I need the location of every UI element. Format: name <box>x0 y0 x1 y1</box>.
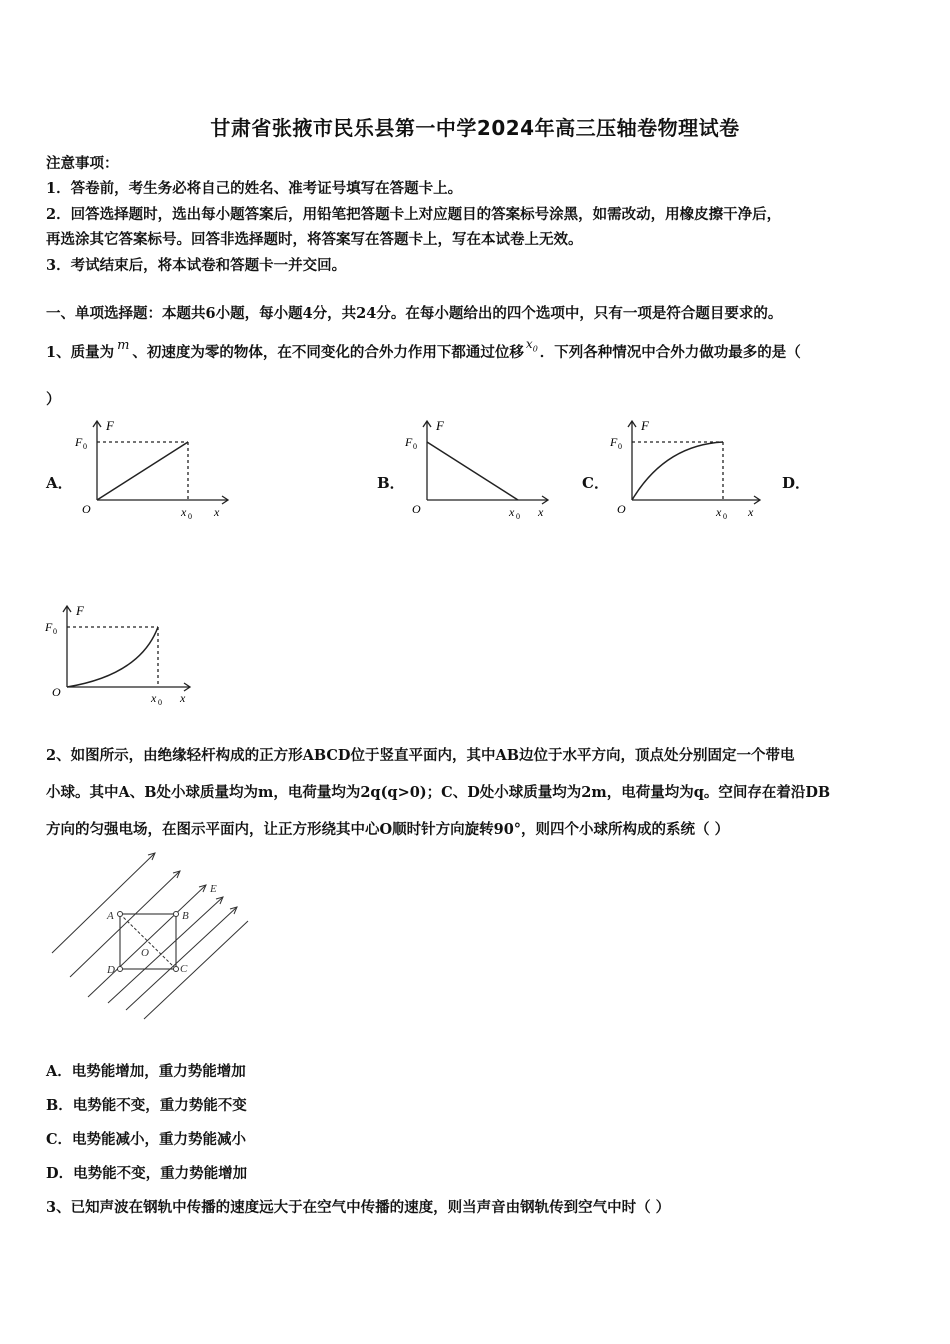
graph-c <box>605 415 765 525</box>
graph-b-label-x0-sub: 0 <box>516 512 520 521</box>
q1-option-a-label: A． <box>46 474 73 492</box>
graph-a-label-f0: F <box>75 435 83 449</box>
question-2-line-2: 小球。其中A、B处小球质量均为m，电荷量均为2q(q>0)；C、D处小球质量均为2m，电荷量均为q。空间存在着沿DB <box>46 784 831 801</box>
q1-option-b-label: B． <box>377 474 405 492</box>
q1-var-m: m <box>117 338 130 353</box>
ball-b <box>174 912 179 917</box>
q2-option-d: D．电势能不变，重力势能增加 <box>46 1165 248 1182</box>
notice-heading: 注意事项： <box>46 155 119 172</box>
graph-a-label-f0-sub: 0 <box>83 442 87 451</box>
page-title: 甘肃省张掖市民乐县第一中学2024年高三压轴卷物理试卷 <box>210 116 740 140</box>
fig-label-d: D <box>107 964 115 976</box>
notice-item-2: 2．回答选择题时，选出每小题答案后，用铅笔把答题卡上对应题目的答案标号涂黑，如需改动，用橡皮擦干净后， <box>46 206 782 223</box>
fig-label-o: O <box>141 947 149 959</box>
q1-part3: ．下列各种情况中合外力做功最多的是（ <box>539 344 801 361</box>
q2-figure <box>40 845 270 1030</box>
q1-part1: 1、质量为 <box>46 344 115 361</box>
graph-a <box>70 415 230 525</box>
notice-item-1: 1．答卷前，考生务必将自己的姓名、准考证号填写在答题卡上。 <box>46 180 463 197</box>
graph-d-label-o: O <box>52 685 61 699</box>
fig-label-b: B <box>182 910 189 922</box>
q1-option-d-label: D． <box>782 474 811 492</box>
graph-d-label-x0: x <box>151 691 157 705</box>
graph-b-label-f0: F <box>405 435 413 449</box>
graph-d-label-x: x <box>180 691 186 705</box>
graph-c-label-f0-sub: 0 <box>618 442 622 451</box>
ball-c <box>174 967 179 972</box>
graph-d-label-f0-sub: 0 <box>53 627 57 636</box>
graph-d-label-x0-sub: 0 <box>158 698 162 707</box>
question-2-line-1: 2、如图所示，由绝缘轻杆构成的正方形ABCD位于竖直平面内，其中AB边位于水平方向，顶点处分别固定一个带电 <box>46 747 795 764</box>
graph-d-label-f: F <box>76 603 84 618</box>
ball-a <box>118 912 123 917</box>
field-line-6 <box>144 921 248 1019</box>
graph-b <box>400 415 560 525</box>
graph-b-curve <box>427 442 518 500</box>
q1-close-paren: ） <box>46 391 61 408</box>
section-heading: 一、单项选择题：本题共6小题，每小题4分，共24分。在每小题给出的四个选项中，只有一项是符合题目要求的。 <box>46 305 783 322</box>
fig-label-e: E <box>210 883 217 895</box>
graph-c-label-x: x <box>748 505 754 519</box>
q2-option-a: A．电势能增加，重力势能增加 <box>46 1063 246 1080</box>
fig-label-a: A <box>107 910 114 922</box>
graph-d-curve <box>67 627 158 687</box>
graph-b-label-x0: x <box>509 505 515 519</box>
graph-c-curve <box>632 442 723 500</box>
graph-c-label-x0: x <box>716 505 722 519</box>
graph-c-label-x0-sub: 0 <box>723 512 727 521</box>
question-2-line-3: 方向的匀强电场，在图示平面内，让正方形绕其中心O顺时针方向旋转90°，则四个小球所构成的系统（ ） <box>46 821 730 838</box>
graph-a-curve <box>97 442 188 500</box>
field-line-2 <box>70 871 180 977</box>
graph-b-label-f: F <box>436 418 444 433</box>
q1-x0-subscript: 0 <box>532 344 538 354</box>
q1-var-x0 <box>524 337 540 354</box>
graph-a-label-x: x <box>214 505 220 519</box>
graph-a-label-o: O <box>82 502 91 516</box>
diagonal-ac <box>120 914 176 969</box>
graph-d-label-f0: F <box>45 620 53 634</box>
field-line-3 <box>88 885 206 997</box>
q1-part2: 、初速度为零的物体，在不同变化的合外力作用下都通过位移 <box>132 344 524 361</box>
question-1-text <box>46 337 801 362</box>
notice-item-3: 3．考试结束后，将本试卷和答题卡一并交回。 <box>46 257 347 274</box>
q1-option-c-label: C． <box>582 474 609 492</box>
fig-label-c: C <box>180 963 188 975</box>
graph-a-label-x0: x <box>181 505 187 519</box>
field-line-1 <box>52 853 155 953</box>
q1-x0-symbol: x <box>525 337 533 351</box>
notice-item-2-cont: 再选涂其它答案标号。回答非选择题时，将答案写在答题卡上，写在本试卷上无效。 <box>46 231 583 248</box>
ball-d <box>118 967 123 972</box>
graph-b-label-x: x <box>538 505 544 519</box>
graph-a-label-f: F <box>106 418 114 433</box>
graph-c-label-f: F <box>641 418 649 433</box>
field-line-4 <box>108 897 223 1003</box>
graph-a-label-x0-sub: 0 <box>188 512 192 521</box>
graph-b-label-f0-sub: 0 <box>413 442 417 451</box>
graph-c-label-f0: F <box>610 435 618 449</box>
question-3-text: 3、已知声波在钢轨中传播的速度远大于在空气中传播的速度，则当声音由钢轨传到空气中时（ ） <box>46 1199 671 1216</box>
q2-option-c: C．电势能减小，重力势能减小 <box>46 1131 247 1148</box>
graph-d <box>40 600 200 710</box>
graph-b-label-o: O <box>412 502 421 516</box>
q2-option-b: B．电势能不变，重力势能不变 <box>46 1097 247 1114</box>
graph-c-label-o: O <box>617 502 626 516</box>
